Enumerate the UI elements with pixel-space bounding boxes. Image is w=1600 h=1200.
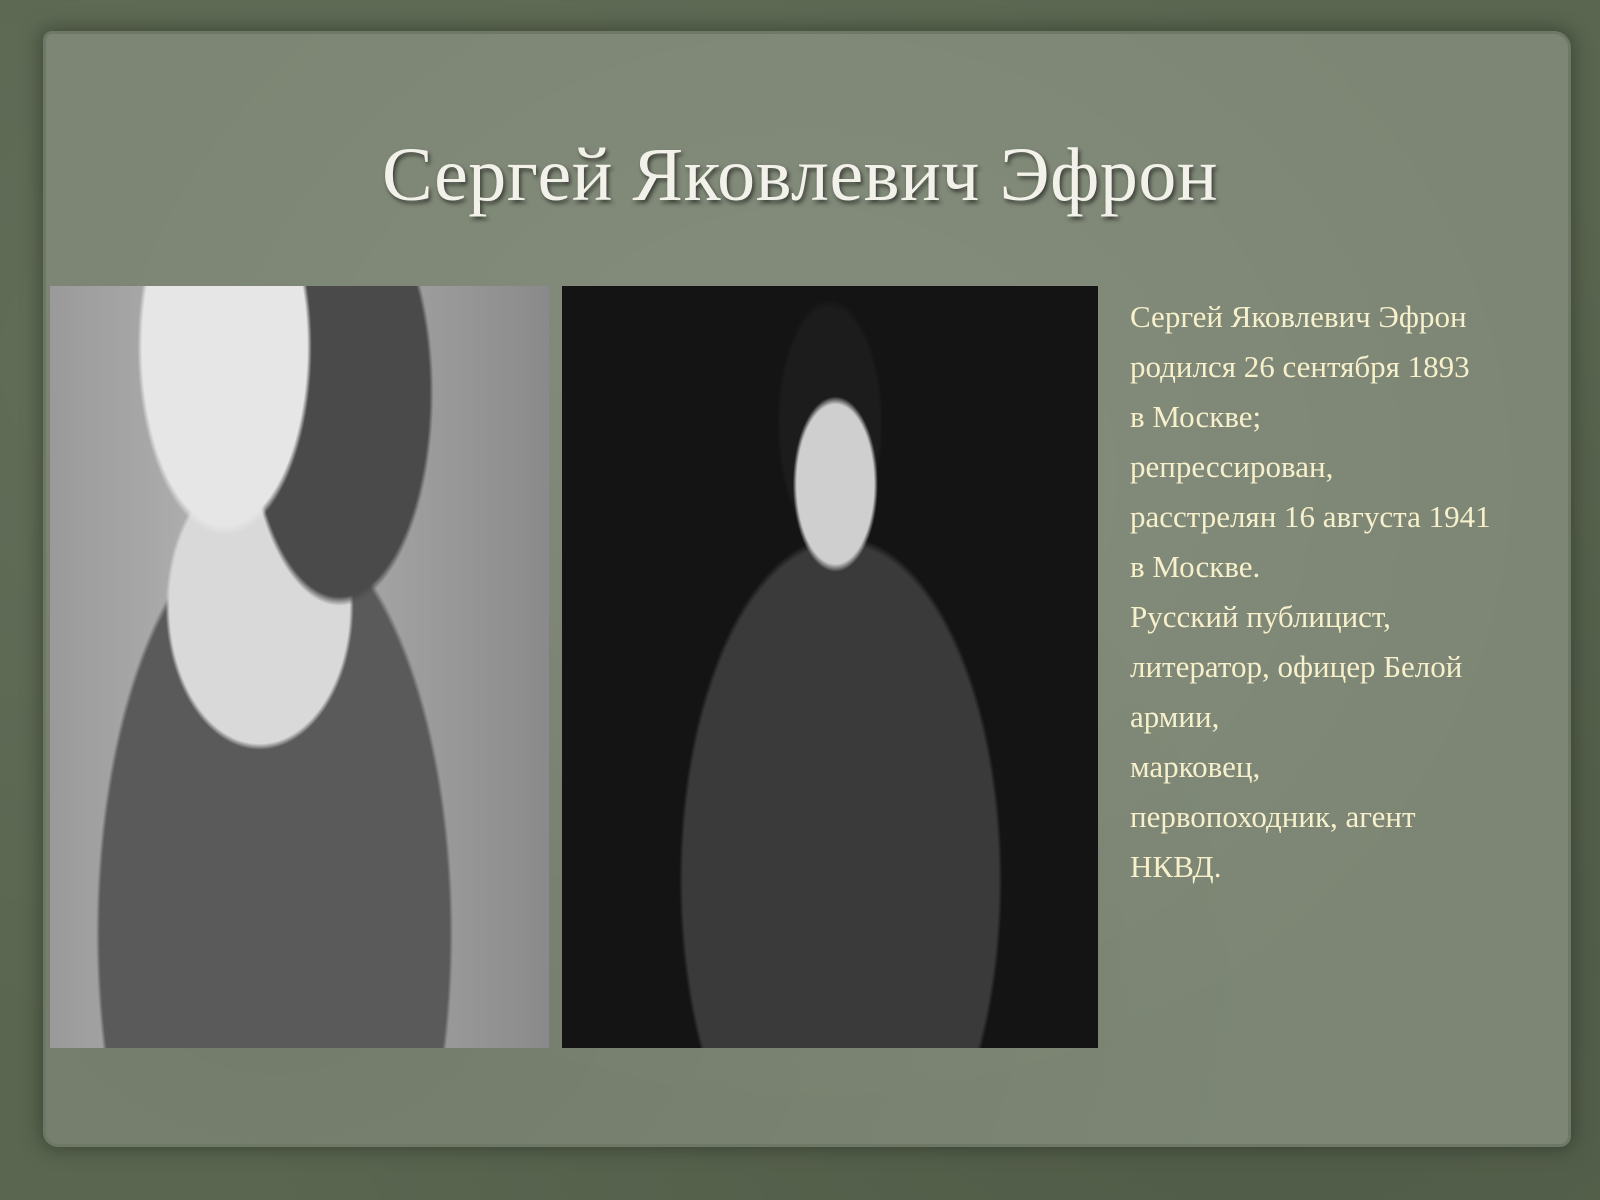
biography-line: литератор, офицер Белой [1130, 649, 1463, 684]
photo-portrait-in-cap [50, 286, 549, 1048]
biography-line: родился 26 сентября 1893 [1130, 349, 1470, 384]
biography-line: в Москве; [1130, 399, 1262, 434]
biography-line: Сергей Яковлевич Эфрон [1130, 299, 1467, 334]
biography-line: марковец, [1130, 749, 1261, 784]
biography-line: армии, [1130, 699, 1220, 734]
biography-line: расстрелян 16 августа 1941 [1130, 499, 1491, 534]
biography-line: первопоходник, агент [1130, 799, 1416, 834]
slide-title: Сергей Яковлевич Эфрон [381, 133, 1219, 217]
biography-text [1130, 292, 1550, 892]
biography-line: Русский публицист, [1130, 599, 1391, 634]
photo-portrait-in-uniform [562, 286, 1098, 1048]
biography-line: в Москве. [1130, 549, 1261, 584]
biography-line: НКВД. [1130, 849, 1222, 884]
biography-line: репрессирован, [1130, 449, 1334, 484]
